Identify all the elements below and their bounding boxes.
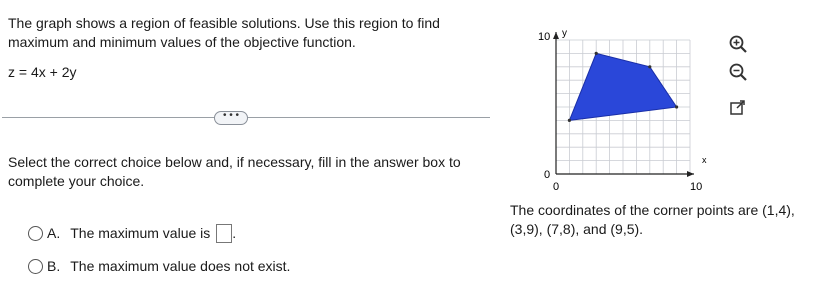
y-origin-label: 0 [544, 169, 551, 181]
zoom-in-icon [728, 34, 748, 54]
radio-b[interactable] [28, 259, 43, 274]
corner-point [595, 52, 598, 55]
x-axis-label: x [702, 155, 707, 165]
choice-a-period: . [232, 225, 237, 241]
corner-points-caption: The coordinates of the corner points are (1,4), (3,9), (7,8), and (9,5). [510, 202, 795, 237]
zoom-out-button[interactable] [727, 61, 749, 83]
x-axis-arrow [687, 171, 694, 177]
choice-b-text: The maximum value does not exist. [70, 258, 291, 274]
choice-a[interactable] [28, 222, 236, 244]
y-tick-10: 10 [538, 31, 551, 43]
choice-a-text: The maximum value is [70, 225, 211, 241]
open-in-new-window-button[interactable] [727, 97, 749, 119]
radio-a[interactable] [28, 226, 43, 241]
instruction-text: Select the correct choice below and, if necessary, fill in the answer box to complete your choice. [8, 154, 461, 189]
choice-a-letter: A. [47, 225, 61, 241]
y-axis-label: y [562, 28, 567, 39]
external-link-icon [729, 99, 747, 117]
objective-function: z = 4x + 2y [8, 64, 77, 80]
choice-b[interactable] [28, 255, 290, 277]
problem-prompt: The graph shows a region of feasible solutions. Use this region to find maximum and minimum values of the objective function. [8, 15, 440, 50]
feasible-region-graph [536, 26, 706, 196]
corner-point [648, 65, 651, 68]
corner-point [675, 105, 678, 108]
zoom-out-icon [728, 62, 748, 82]
choice-b-letter: B. [47, 258, 61, 274]
answer-input-box[interactable] [216, 224, 232, 243]
zoom-in-button[interactable] [727, 33, 749, 55]
more-button[interactable]: • • • [214, 111, 248, 125]
y-axis-arrow [553, 32, 559, 39]
x-tick-10: 10 [690, 181, 703, 193]
feasible-region [569, 53, 676, 120]
corner-point [568, 119, 571, 122]
x-origin-label: 0 [553, 181, 560, 193]
